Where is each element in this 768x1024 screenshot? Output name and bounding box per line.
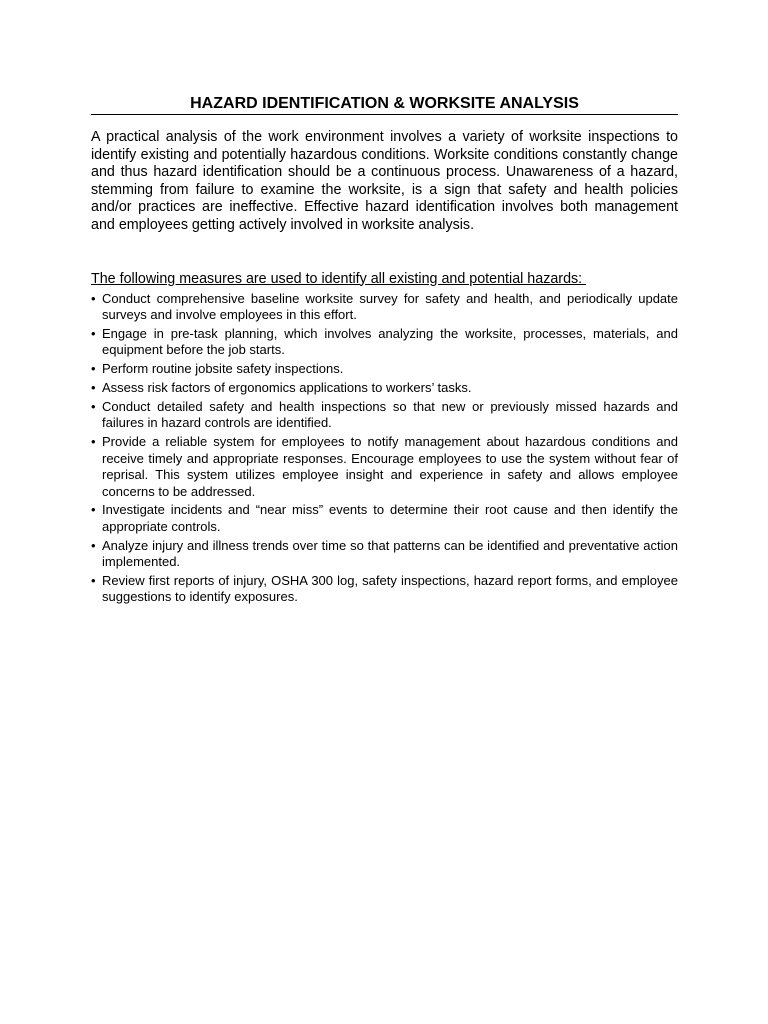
list-item bbox=[91, 434, 678, 500]
list-item bbox=[91, 361, 678, 377]
measures-list bbox=[91, 291, 678, 606]
bullet-icon: • bbox=[91, 361, 96, 377]
bullet-icon: • bbox=[91, 434, 96, 450]
measures-heading: The following measures are used to identify all existing and potential hazards: bbox=[91, 270, 587, 287]
bullet-icon: • bbox=[91, 502, 96, 518]
bullet-icon: • bbox=[91, 290, 96, 306]
bullet-icon: • bbox=[91, 325, 96, 341]
intro-paragraph: A practical analysis of the work environment involves a variety of worksite inspections to identify existing and potentially hazardous conditions. Worksite conditions constantly change and thus hazard identification should be a continuous process. Unawareness of a hazard, stemming from failure to examine the worksite, is a sign that safety and health policies and/or practices are ineffective. Effective hazard identification involves both management and employees getting actively involved in worksite analysis. bbox=[91, 129, 678, 233]
bullet-icon: • bbox=[91, 380, 96, 396]
bullet-icon: • bbox=[91, 399, 96, 414]
document-title: HAZARD IDENTIFICATION & WORKSITE ANALYSIS bbox=[91, 94, 678, 115]
list-item-text: Perform routine jobsite safety inspections. bbox=[102, 361, 344, 377]
bullet-icon: • bbox=[91, 573, 96, 589]
list-item bbox=[91, 538, 678, 571]
list-item-text: Conduct comprehensive baseline worksite survey for safety and health, and periodically update surveys and involve employees in this effort. bbox=[102, 290, 678, 322]
list-item bbox=[91, 502, 678, 535]
list-item-text: Assess risk factors of ergonomics applications to workers’ tasks. bbox=[102, 380, 472, 396]
list-item-text: Review first reports of injury, OSHA 300 log, safety inspections, hazard report forms, and employee suggestions to identify exposures. bbox=[102, 573, 678, 605]
list-item-text: Conduct detailed safety and health inspections so that new or previously missed hazards and failures in hazard controls are identified. bbox=[102, 399, 678, 431]
bullet-icon: • bbox=[91, 537, 96, 553]
list-item bbox=[91, 573, 678, 606]
list-item-text: Provide a reliable system for employees to notify management about hazardous conditions and receive timely and appropriate responses. Encourage employees to use the system without fear of reprisal. This system utilizes employee insight and experience in safety and allows employee concerns to be addressed. bbox=[102, 434, 678, 499]
list-item bbox=[91, 380, 678, 396]
list-item-text: Analyze injury and illness trends over time so that patterns can be identified and preventative action implemented. bbox=[102, 537, 678, 570]
list-item-text: Investigate incidents and “near miss” events to determine their root cause and then identify the appropriate controls. bbox=[102, 502, 678, 534]
list-item bbox=[91, 326, 678, 359]
list-item bbox=[91, 291, 678, 324]
document-page bbox=[91, 94, 678, 608]
list-item bbox=[91, 399, 678, 432]
list-item-text: Engage in pre-task planning, which involves analyzing the worksite, processes, materials, and equipment before the job starts. bbox=[102, 325, 678, 358]
